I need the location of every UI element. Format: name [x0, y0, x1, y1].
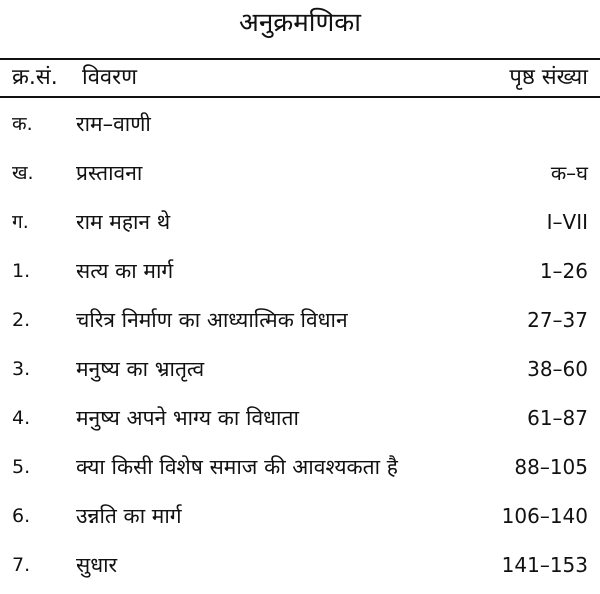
entry-number: क.: [12, 113, 33, 135]
entry-title: प्रस्तावना: [76, 161, 143, 185]
list-item: [0, 104, 600, 153]
entry-number: 4.: [12, 407, 31, 429]
header-page-number: पृष्ठ संख्या: [509, 65, 588, 90]
entry-pages: क–घ: [550, 161, 588, 185]
entry-title: उन्नति का मार्ग: [76, 504, 182, 528]
entry-pages: 27–37: [527, 308, 588, 332]
entry-number: 6.: [12, 505, 31, 527]
list-item: [0, 349, 600, 398]
page-title: अनुक्रमणिका: [238, 8, 362, 38]
entry-title: मनुष्य अपने भाग्य का विधाता: [76, 406, 299, 430]
list-item: [0, 398, 600, 447]
entry-pages: 88–105: [514, 455, 588, 479]
entry-title: सत्य का मार्ग: [76, 259, 174, 283]
entry-pages: 61–87: [527, 406, 588, 430]
list-item: [0, 202, 600, 251]
entry-number: 1.: [12, 260, 31, 282]
list-item: [0, 153, 600, 202]
entry-number: ग.: [12, 211, 29, 233]
entry-title: राम महान थे: [76, 210, 171, 234]
entry-pages: 106–140: [501, 504, 588, 528]
header-serial-number: क्र.सं.: [12, 65, 58, 90]
entry-title: क्या किसी विशेष समाज की आवश्यकता है: [76, 455, 398, 479]
entry-title: सुधार: [76, 553, 118, 577]
entry-pages: 141–153: [501, 553, 588, 577]
entry-title: राम–वाणी: [76, 112, 151, 136]
entry-title: चरित्र निर्माण का आध्यात्मिक विधान: [76, 308, 348, 332]
entry-pages: 1–26: [539, 259, 588, 283]
entry-number: 3.: [12, 358, 31, 380]
list-item: [0, 300, 600, 349]
table-header: [0, 60, 600, 96]
entry-number: ख.: [12, 162, 34, 184]
entry-title: मनुष्य का भ्रातृत्व: [76, 357, 205, 381]
entry-pages: 38–60: [527, 357, 588, 381]
entry-number: 7.: [12, 554, 31, 576]
entry-number: 5.: [12, 456, 31, 478]
entry-number: 2.: [12, 309, 31, 331]
header-description: विवरण: [82, 65, 138, 90]
list-item: [0, 545, 600, 594]
contents-list: [0, 104, 600, 594]
list-item: [0, 251, 600, 300]
list-item: [0, 496, 600, 545]
entry-pages: I–VII: [546, 210, 588, 234]
list-item: [0, 447, 600, 496]
header-bottom-rule: [0, 96, 600, 98]
